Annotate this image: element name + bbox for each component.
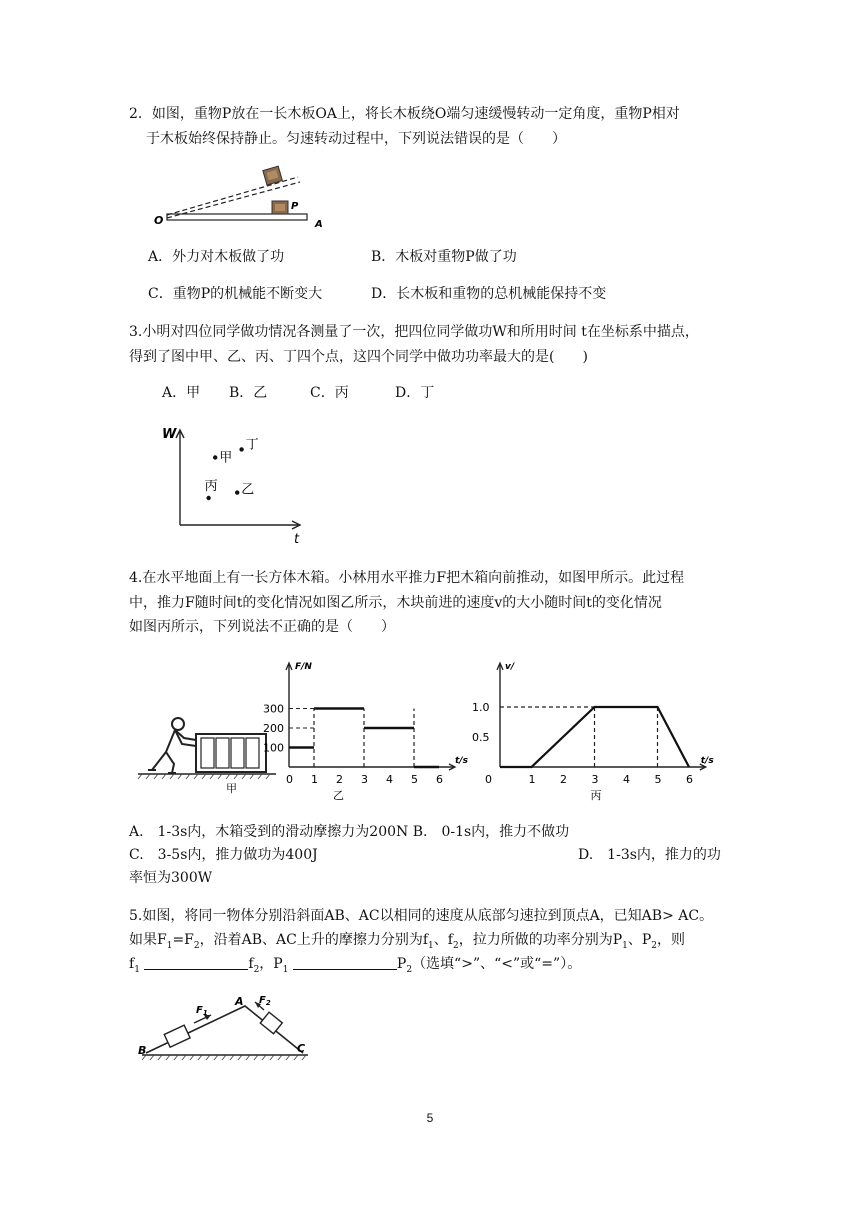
q2-option-d: D．长木板和重物的总机械能保持不变 (371, 286, 607, 302)
label-b: B (138, 1044, 147, 1057)
q4-stem-line3: 如图丙所示，下列说法不正确的是（ ） (129, 619, 395, 635)
q4-option-d-cont: 率恒为300W (129, 870, 213, 886)
person (148, 718, 196, 773)
x-axis-label: t/s (700, 756, 714, 766)
x-tick-label: 0 (485, 773, 492, 786)
x-tick-label: 2 (336, 773, 343, 786)
q5-stem-line1: 5.如图，将同一物体分别沿斜面AB、AC以相同的速度从底部匀速拉到顶点A，已知AB> AC。 (129, 908, 714, 924)
q4-stem-line2: 中，推力F随时间t的变化情况如图乙所示，木块前进的速度v的大小随时间t的变化情况 (129, 595, 662, 611)
x-tick-label: 2 (560, 773, 567, 786)
q4-stem-line1: 4.在水平地面上有一长方体木箱。小林用水平推力F把木箱向前推动，如图甲所示。此过程 (129, 570, 685, 586)
q3-option-a: A．甲 (162, 385, 201, 401)
block-ac (260, 1012, 282, 1034)
y-tick-label: 300 (263, 702, 284, 716)
y-tick-label: 0.5 (472, 731, 490, 744)
q3-figure (158, 420, 308, 545)
y-tick-label: 1.0 (472, 701, 490, 714)
q4-option-d: D. 1-3s内，推力的功 (578, 847, 721, 863)
q4-option-c: C. 3-5s内，推力做功为400J (129, 847, 318, 863)
x-axis-label: t/s (455, 756, 468, 766)
label-c: C (297, 1042, 306, 1055)
q4-figure-jia (138, 708, 278, 798)
x-tick-label: 5 (411, 773, 418, 786)
label-o: O (154, 214, 164, 227)
y-axis-label: v/ (505, 662, 515, 672)
q2-option-b: B．木板对重物P做了功 (371, 249, 517, 265)
fig-label-yi: 乙 (333, 789, 344, 802)
q2-figure (140, 160, 340, 235)
y-tick-label: 100 (263, 741, 284, 755)
x-tick-label: 5 (654, 773, 662, 786)
x-tick-label: 1 (311, 773, 318, 786)
label-a: A (235, 995, 244, 1008)
q3-stem-line2: 得到了图中甲、乙、丙、丁四个点，这四个同学中做功功率最大的是( ) (129, 349, 588, 365)
label-p: P (291, 201, 299, 212)
point-label: 乙 (241, 482, 255, 498)
wooden-box (196, 734, 266, 772)
label-a: A (315, 219, 323, 230)
svg-text:F2: $F_2$ (259, 995, 271, 1007)
q2-option-c: C．重物P的机械能不断变大 (148, 286, 323, 302)
blank-1[interactable] (144, 955, 248, 970)
q3-option-d: D．丁 (395, 385, 435, 401)
q2-option-a: A．外力对木板做了功 (148, 249, 285, 265)
q5-stem-line2: 如果$F_1=F_2$，沿着AB、AC上升的摩擦力分别为$f_1$、$f_2$，拉力所做的功率分别为$P_1$、$P_2$，则 (129, 932, 686, 951)
block-ab (164, 1025, 190, 1047)
x-tick-label: 4 (386, 773, 393, 786)
data-point (213, 455, 217, 459)
y-axis-label: F/N (295, 662, 312, 672)
fig-label-jia: 甲 (226, 782, 237, 795)
x-tick-label: 3 (361, 773, 368, 786)
page-number: 5 (426, 1111, 434, 1125)
point-label: 丁 (245, 437, 259, 453)
data-point (239, 447, 243, 451)
svg-text:F1: $F_1$ (196, 1005, 208, 1017)
q5-figure (138, 995, 313, 1070)
box-rotated (263, 166, 283, 185)
q3-points (205, 437, 259, 500)
x-tick-label: 3 (591, 773, 599, 786)
q3-option-b: B．乙 (229, 385, 268, 401)
x-tick-label: 4 (623, 773, 630, 786)
q3-option-c: C．丙 (310, 385, 349, 401)
fig-label-bing: 丙 (590, 789, 602, 802)
plank (167, 214, 307, 220)
x-tick-label: 1 (528, 773, 536, 786)
x-tick-label: 0 (286, 773, 293, 786)
q2-stem-line1: 2．如图，重物P放在一长木板OA上，将长木板绕O端匀速缓慢转动一定角度，重物P相对 (129, 106, 680, 122)
y-tick-label: 200 (263, 722, 284, 735)
blank-2[interactable] (293, 955, 397, 970)
q4-option-a-b: A. 1-3s内，木箱受到的滑动摩擦力为200N B. 0-1s内，推力不做功 (129, 824, 570, 840)
point-label: 丙 (204, 479, 218, 494)
x-tick-label: 6 (686, 773, 693, 786)
data-point (206, 496, 210, 500)
point-label: 甲 (219, 450, 233, 466)
q4-chart-velocity (470, 656, 714, 802)
x-tick-label: 6 (436, 773, 443, 786)
q3-stem-line1: 3.小明对四位同学做功情况各测量了一次，把四位同学做功W和所用时间 t在坐标系中描点， (129, 324, 699, 340)
x-axis-label: t (294, 532, 300, 547)
q4-chart-force (258, 656, 473, 801)
q5-stem-line3: $f_1$ $f_2$，$P_1$ $P_2$（选填“>”、“<”或“=”）。 (129, 956, 582, 975)
q2-stem-line2: 于木板始终保持静止。匀速转动过程中，下列说法错误的是（ ） (146, 131, 566, 147)
y-axis-label: W (162, 427, 177, 442)
data-point (235, 490, 239, 494)
